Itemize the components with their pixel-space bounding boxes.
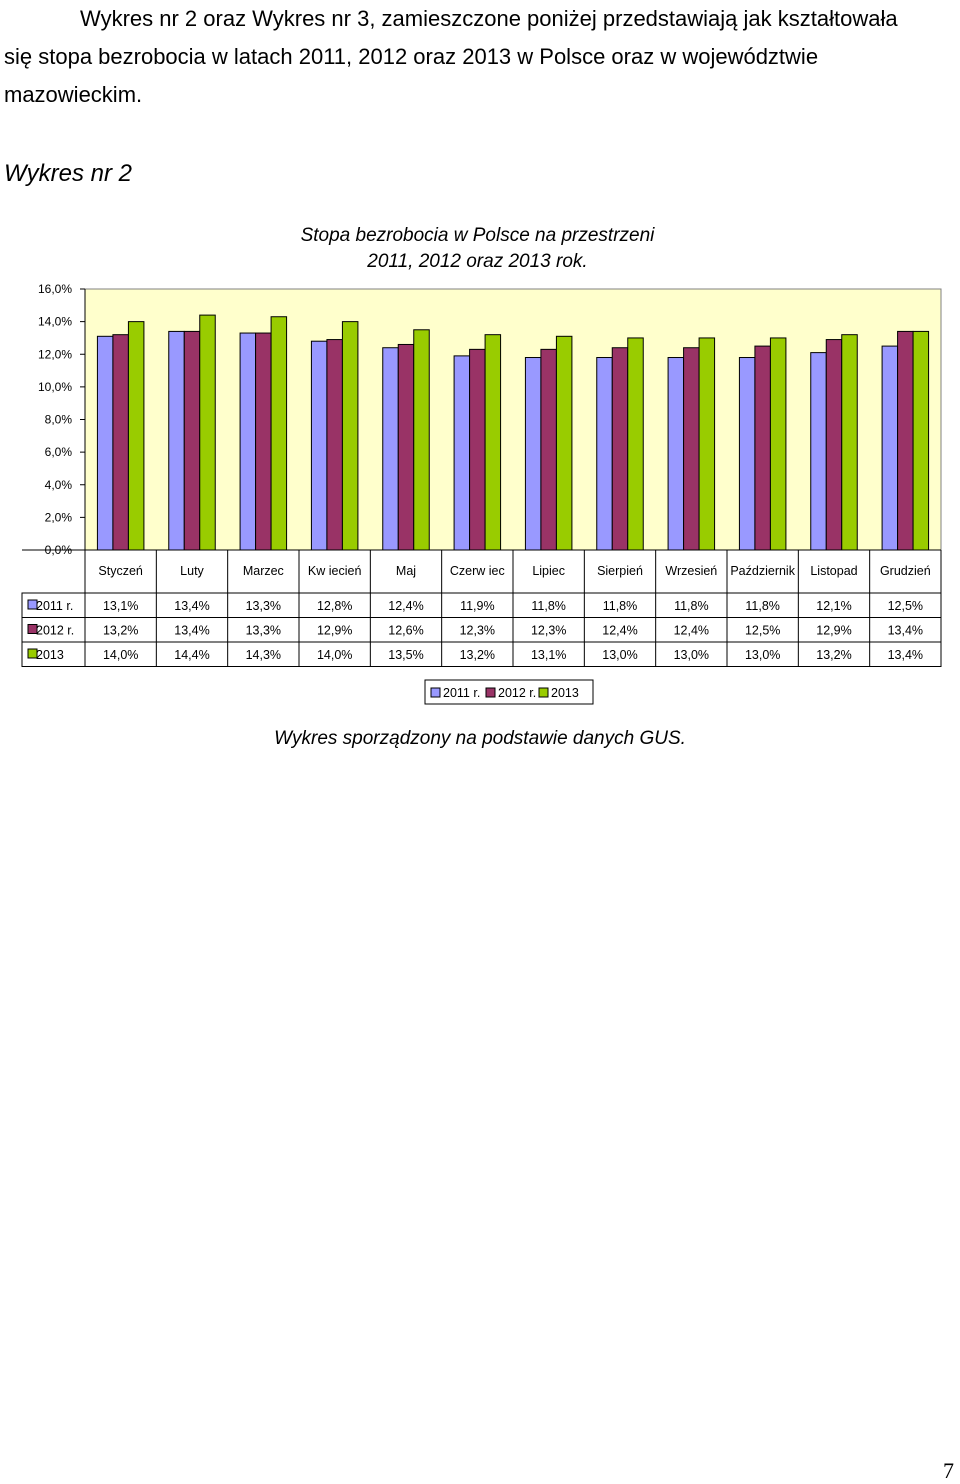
y-tick-label: 8,0% [44, 412, 72, 427]
data-table-cell: 13,4% [887, 648, 924, 662]
bar-2012r-6 [470, 349, 486, 550]
data-table-cell: 13,0% [602, 648, 638, 662]
legend-swatch [431, 688, 440, 697]
legend-swatch [539, 688, 548, 697]
y-tick-label: 14,0% [37, 314, 72, 329]
bar-2013-12 [913, 331, 929, 550]
data-table-cell: 12,4% [388, 599, 424, 613]
data-table-cell: 14,4% [174, 648, 210, 662]
data-table-cell: 14,3% [245, 648, 282, 662]
data-table-cell: 13,1% [102, 599, 139, 613]
data-table-cell: 13,2% [459, 648, 496, 662]
category-label: Maj [395, 564, 417, 578]
bar-2013-1 [128, 322, 144, 550]
y-tick-label: 16,0% [37, 282, 72, 296]
bar-2011r-11 [811, 353, 827, 550]
bar-2011r-5 [383, 348, 399, 550]
category-label: Czerw iec [449, 564, 505, 578]
y-tick-label: 10,0% [37, 379, 72, 394]
data-table-cell: 13,0% [744, 648, 781, 662]
y-tick-label: 2,0% [44, 510, 72, 525]
data-table-cell: 13,5% [388, 648, 424, 662]
data-table-cell: 11,9% [460, 599, 495, 613]
chart-title-line-1: Stopa bezrobocia w Polsce na przestrzeni [300, 225, 655, 246]
intro-line-1: Wykres nr 2 oraz Wykres nr 3, zamieszczone poniżej przedstawiają jak kształtowała [80, 6, 898, 31]
series-row-label: 2011 r. [36, 599, 74, 613]
data-table-cell: 13,2% [102, 623, 139, 638]
bar-2012r-3 [256, 333, 271, 550]
legend-label: 2012 r. [498, 686, 537, 700]
bar-2012r-12 [898, 331, 914, 550]
y-tick-label: 0,0% [44, 543, 72, 557]
data-table-cell: 13,3% [245, 623, 282, 638]
data-table-cell: 12,8% [316, 599, 353, 613]
category-label: Wrzesień [665, 564, 718, 578]
data-table-cell: 11,8% [602, 599, 638, 613]
category-label: Lipiec [532, 564, 566, 578]
data-table-cell: 13,0% [673, 648, 710, 662]
bar-2012r-11 [826, 340, 842, 550]
data-table-cell: 12,9% [316, 623, 353, 638]
bar-2011r-9 [668, 358, 684, 550]
y-tick-label: 12,0% [37, 347, 72, 362]
data-table-cell: 13,1% [530, 648, 567, 662]
category-label: Grudzień [879, 564, 931, 578]
bar-2011r-1 [97, 336, 113, 550]
bar-2012r-2 [184, 331, 200, 550]
chart-heading: Wykres nr 2 [4, 160, 133, 187]
bar-2013-6 [485, 335, 501, 550]
category-label: Sierpień [597, 564, 643, 578]
data-table-cell: 14,0% [316, 648, 353, 662]
category-label: Styczeń [98, 564, 143, 578]
data-table-cell: 13,4% [174, 623, 210, 638]
y-tick-label: 6,0% [44, 445, 72, 460]
data-table-cell: 14,0% [102, 648, 139, 662]
series-row-label: 2013 [36, 648, 64, 662]
data-table-cell: 12,4% [673, 623, 710, 638]
bar-2011r-12 [882, 346, 898, 550]
bar-2013-4 [342, 322, 358, 550]
bar-2012r-10 [755, 346, 771, 550]
data-table-cell: 11,8% [745, 599, 780, 613]
bar-2012r-1 [113, 335, 128, 550]
data-table-cell: 11,8% [674, 599, 709, 613]
data-table-cell: 12,3% [459, 623, 496, 638]
bar-2013-11 [842, 335, 858, 550]
page-number: 7 [943, 1458, 954, 1483]
y-tick-label: 4,0% [44, 477, 72, 492]
category-label: Luty [180, 564, 204, 578]
legend-swatch [486, 688, 495, 697]
legend-label: 2013 [551, 686, 579, 700]
bar-2011r-4 [311, 341, 327, 550]
data-table-cell: 12,4% [602, 623, 638, 638]
data-table-cell: 12,5% [744, 623, 781, 638]
bar-2011r-10 [739, 358, 755, 550]
bar-2013-5 [414, 330, 430, 550]
data-table-cell: 12,5% [887, 599, 924, 613]
bar-2012r-4 [327, 340, 343, 550]
bar-2012r-5 [398, 344, 414, 550]
bar-chart [0, 0, 960, 720]
data-table-cell: 13,3% [245, 599, 282, 613]
category-label: Kw iecień [307, 564, 362, 578]
bar-2012r-7 [541, 349, 557, 550]
category-label: Październik [730, 564, 795, 578]
data-table-cell: 12,3% [530, 623, 567, 638]
bar-2013-2 [200, 315, 216, 550]
category-label: Marzec [242, 564, 284, 578]
data-table-cell: 13,4% [174, 599, 210, 613]
series-row-label: 2012 r. [36, 623, 75, 638]
bar-2012r-8 [612, 348, 628, 550]
source-note: Wykres sporządzony na podstawie danych GUS. [274, 728, 686, 749]
intro-line-3: mazowieckim. [4, 82, 143, 107]
bar-2013-10 [770, 338, 786, 550]
chart-title-line-2: 2011, 2012 oraz 2013 rok. [367, 251, 588, 272]
bar-2011r-2 [169, 331, 185, 550]
legend-label: 2011 r. [443, 686, 481, 700]
bar-2011r-8 [597, 358, 613, 550]
data-table-cell: 12,6% [388, 623, 424, 638]
data-table-cell: 13,4% [887, 623, 924, 638]
bar-2012r-9 [684, 348, 700, 550]
data-table-cell: 12,9% [816, 623, 852, 638]
data-table-cell: 11,8% [531, 599, 566, 613]
bar-2011r-3 [240, 333, 256, 550]
bar-2013-8 [628, 338, 644, 550]
intro-line-2: się stopa bezrobocia w latach 2011, 2012 oraz 2013 w Polsce oraz w województwie [4, 44, 819, 69]
bar-2013-7 [556, 336, 572, 550]
category-label: Listopad [810, 564, 858, 578]
data-table-cell: 12,1% [816, 599, 852, 613]
bar-2013-3 [271, 317, 287, 550]
data-table-cell: 13,2% [816, 648, 852, 662]
bar-2011r-7 [525, 358, 541, 550]
bar-2013-9 [699, 338, 715, 550]
bar-2011r-6 [454, 356, 470, 550]
